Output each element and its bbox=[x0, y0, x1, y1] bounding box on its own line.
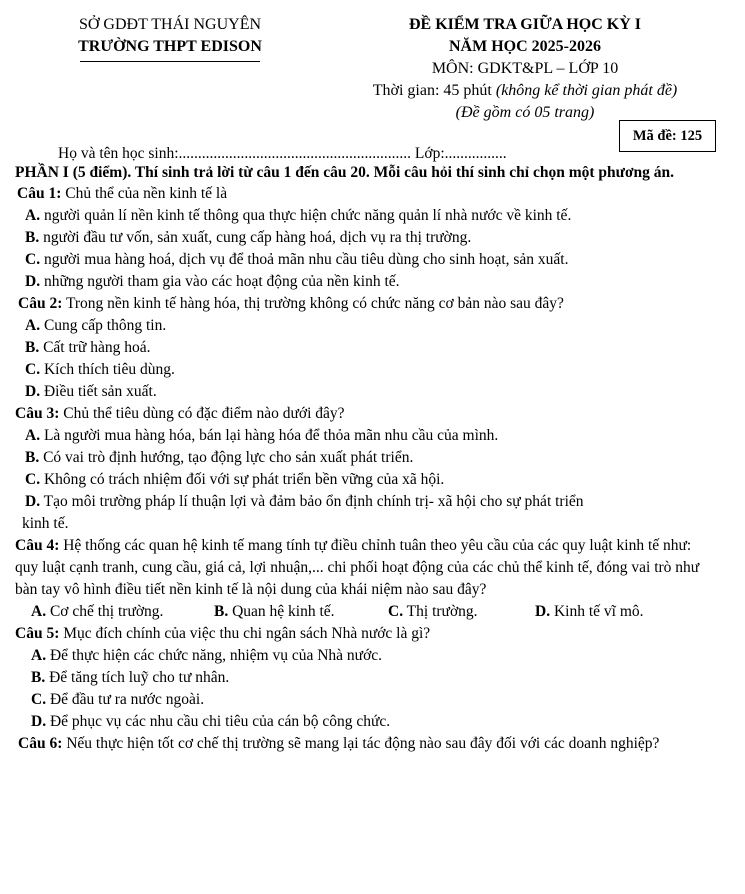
question-3-option-a: A. Là người mua hàng hóa, bán lại hàng hóa để thỏa mãn nhu cầu của mình. bbox=[25, 427, 499, 444]
question-1-option-a: A. người quản lí nền kinh tế thông qua thực hiện chức năng quản lí nhà nước về kinh tế. bbox=[25, 207, 572, 224]
question-4: Câu 4: Hệ thống các quan hệ kinh tế mang tính tự điều chỉnh tuân theo yêu cầu của các quy luật kinh tế như: quy luật cạnh tranh, cung cầu, giá cả, lợi nhuận,... chi phối hoạt động của các chủ thể kinh tế, đóng vai trò như bàn tay vô hình điều tiết nền kinh tế là nội dung của khái niệm nào sau đây? bbox=[15, 537, 700, 598]
part-one-title: PHẦN I (5 điểm). Thí sinh trả lời từ câu 1 đến câu 20. Mỗi câu hỏi thí sinh chỉ chọn một phương án. bbox=[15, 164, 675, 181]
question-1-option-c: C. người mua hàng hoá, dịch vụ để thoả mãn nhu cầu tiêu dùng cho sinh hoạt, sản xuất. bbox=[25, 251, 569, 268]
time-label: Thời gian: 45 phút bbox=[372, 82, 496, 99]
question-3-option-b: B. Có vai trò định hướng, tạo động lực cho sản xuất phát triển. bbox=[25, 449, 414, 466]
question-4-option-d: D. Kinh tế vĩ mô. bbox=[535, 603, 644, 620]
question-5-option-d: D. Để phục vụ các nhu cầu chi tiêu của cán bộ công chức. bbox=[31, 713, 391, 730]
question-4-option-b: B. Quan hệ kinh tế. bbox=[214, 603, 335, 620]
question-1: Câu 1: Chủ thể của nền kinh tế là bbox=[17, 185, 228, 202]
exam-code-box: Mã đề: 125 bbox=[619, 120, 716, 152]
exam-title: ĐỀ KIỂM TRA GIỮA HỌC KỲ I bbox=[408, 16, 642, 33]
header-left bbox=[40, 14, 300, 62]
question-1-option-d: D. những người tham gia vào các hoạt động của nền kinh tế. bbox=[25, 273, 400, 290]
question-2-option-b: B. Cất trữ hàng hoá. bbox=[25, 339, 151, 356]
question-3-option-d: D. Tạo môi trường pháp lí thuận lợi và đảm bảo ổn định chính trị- xã hội cho sự phát triển bbox=[25, 493, 584, 510]
pages-note: (Đề gồm có 05 trang) bbox=[455, 104, 595, 121]
question-3-option-d-continued: kinh tế. bbox=[22, 515, 69, 532]
question-2-option-a: A. Cung cấp thông tin. bbox=[25, 317, 167, 334]
question-5: Câu 5: Mục đích chính của việc thu chi ngân sách Nhà nước là gì? bbox=[15, 625, 431, 642]
header-right bbox=[330, 14, 720, 124]
question-2: Câu 2: Trong nền kinh tế hàng hóa, thị trường không có chức năng cơ bản nào sau đây? bbox=[18, 295, 564, 312]
school-underline bbox=[80, 61, 260, 62]
subject-line: MÔN: GDKT&PL – LỚP 10 bbox=[431, 60, 619, 77]
question-4-option-c: C. Thị trường. bbox=[388, 603, 478, 620]
question-1-option-b: B. người đầu tư vốn, sản xuất, cung cấp hàng hoá, dịch vụ ra thị trường. bbox=[25, 229, 472, 246]
time-line bbox=[330, 80, 720, 102]
question-3: Câu 3: Chủ thể tiêu dùng có đặc điểm nào dưới đây? bbox=[15, 405, 345, 422]
school-year: NĂM HỌC 2025-2026 bbox=[449, 38, 601, 55]
question-2-option-d: D. Điều tiết sản xuất. bbox=[25, 383, 157, 400]
time-note: (không kể thời gian phát đề) bbox=[495, 82, 678, 99]
student-info-line: Họ và tên học sinh:............................................................ Lớp:................ bbox=[58, 145, 507, 162]
school-name: TRƯỜNG THPT EDISON bbox=[78, 38, 262, 55]
question-3-option-c: C. Không có trách nhiệm đối với sự phát triển bền vững của xã hội. bbox=[25, 471, 445, 488]
question-2-option-c: C. Kích thích tiêu dùng. bbox=[25, 361, 175, 378]
question-4-option-a: A. Cơ chế thị trường. bbox=[31, 603, 164, 620]
question-4-options bbox=[15, 601, 715, 623]
question-5-option-b: B. Để tăng tích luỹ cho tư nhân. bbox=[31, 669, 230, 686]
question-5-option-a: A. Để thực hiện các chức năng, nhiệm vụ của Nhà nước. bbox=[31, 647, 383, 664]
question-5-option-c: C. Để đầu tư ra nước ngoài. bbox=[31, 691, 205, 708]
department-name: SỞ GDĐT THÁI NGUYÊN bbox=[78, 16, 262, 33]
question-6: Câu 6: Nếu thực hiện tốt cơ chế thị trường sẽ mang lại tác động nào sau đây đối với các doanh nghiệp? bbox=[18, 735, 660, 752]
exam-content bbox=[15, 162, 715, 755]
